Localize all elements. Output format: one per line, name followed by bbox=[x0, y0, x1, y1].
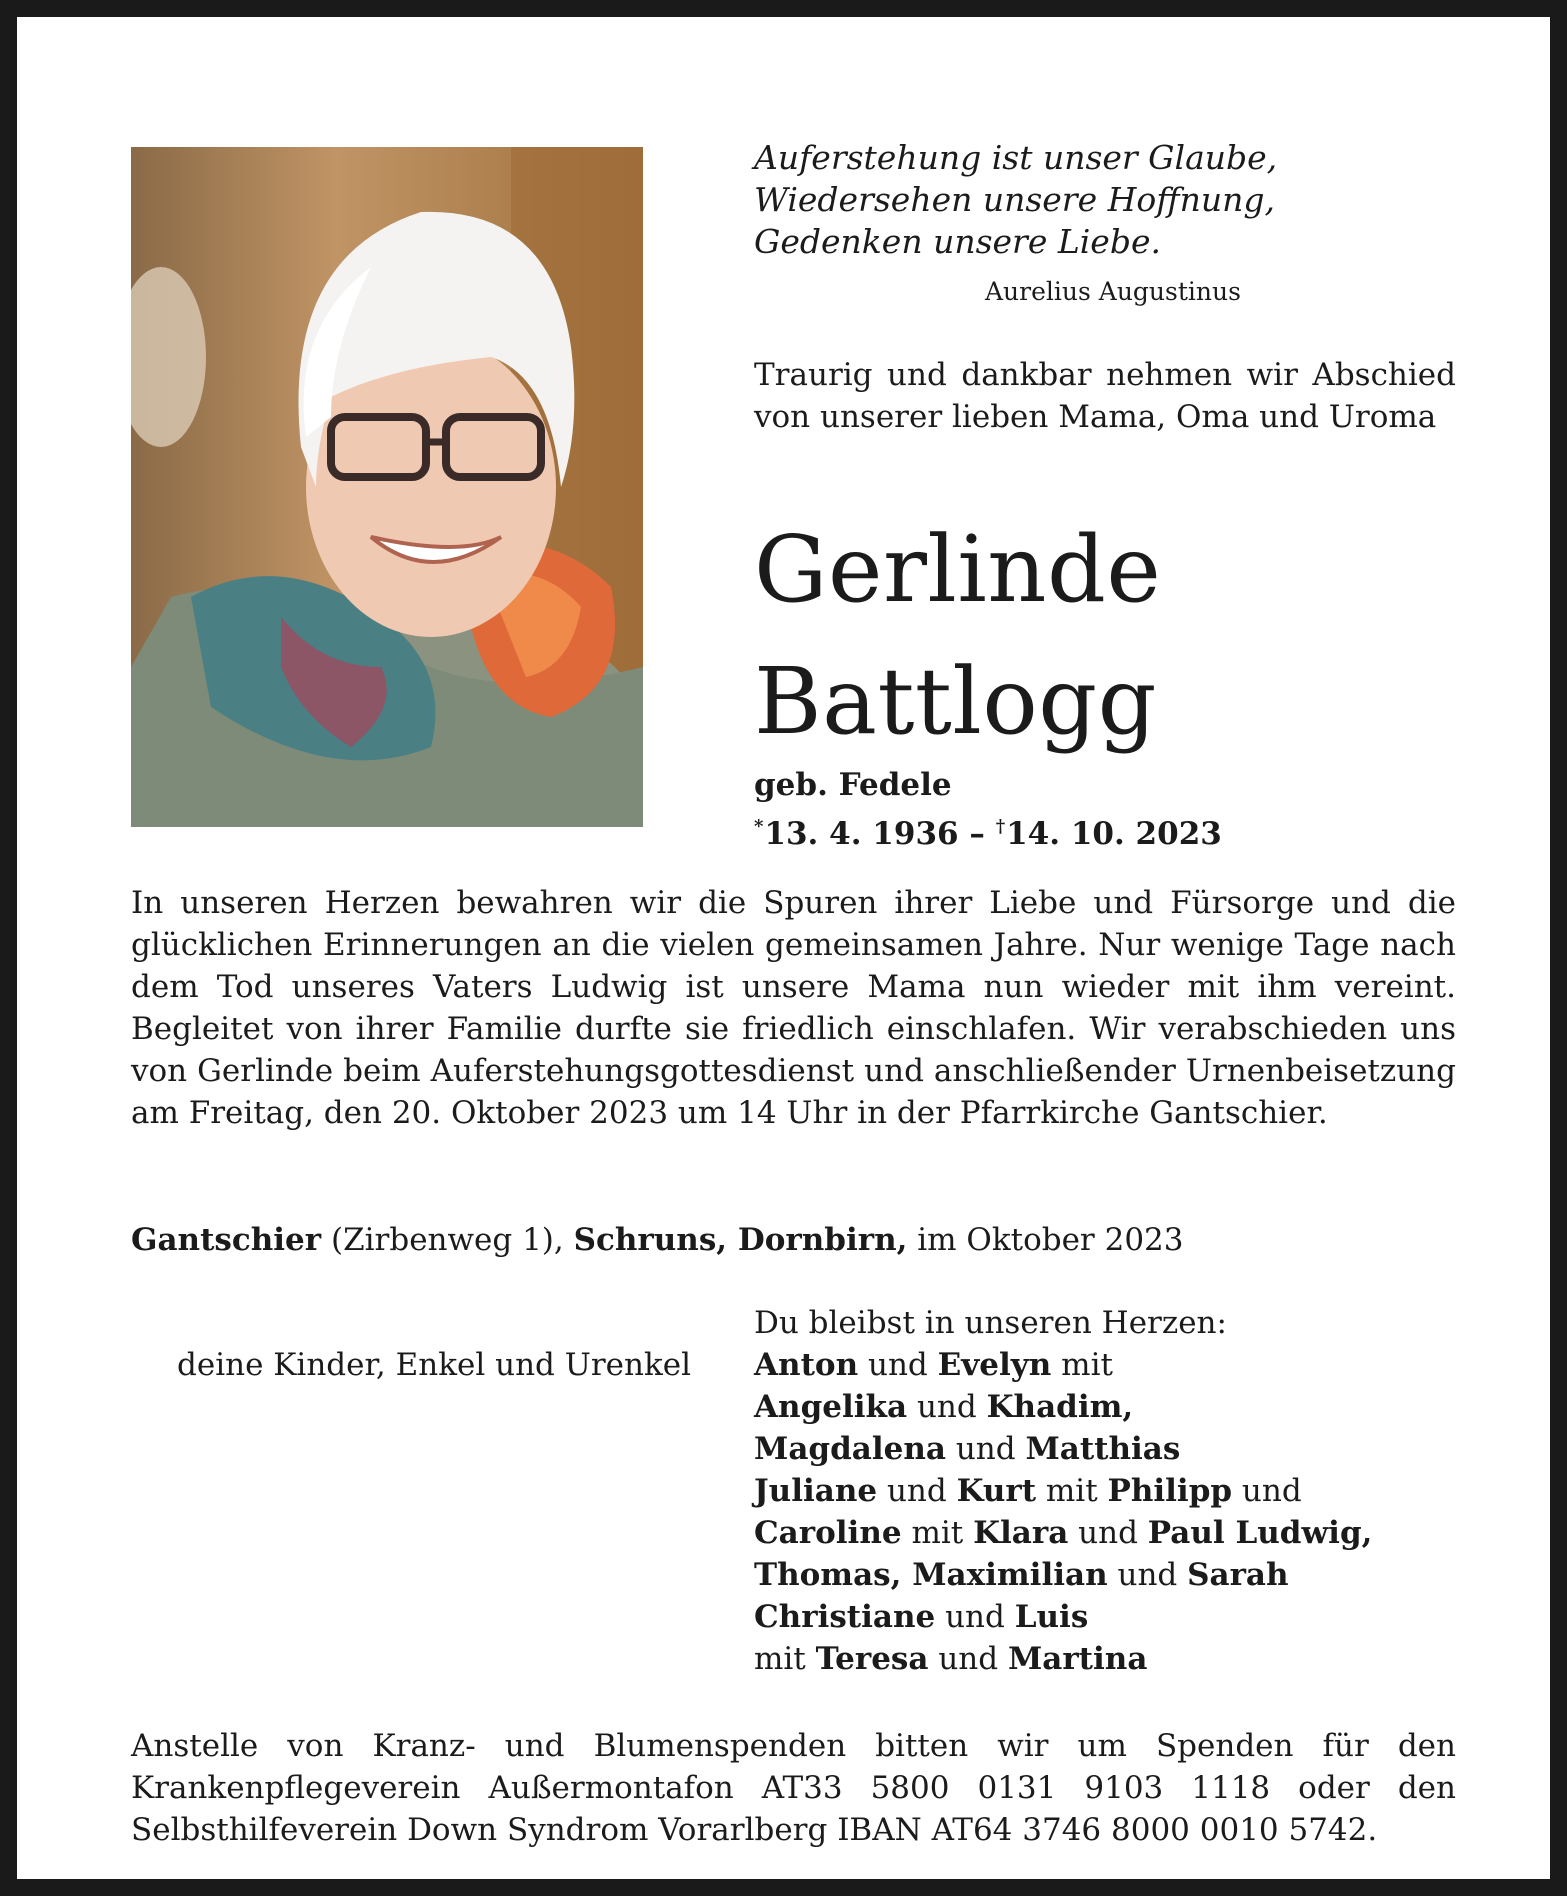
quote-author: Aurelius Augustinus bbox=[985, 277, 1241, 306]
quote-line: Wiedersehen unsere Hoffnung, bbox=[754, 180, 1276, 219]
mourner-connector: mit bbox=[901, 1515, 974, 1551]
place-address: (Zirbenweg 1), bbox=[321, 1222, 574, 1258]
mourner-name: Caroline bbox=[754, 1515, 902, 1551]
mourners-list bbox=[754, 1344, 1474, 1680]
mourner-name: Anton bbox=[754, 1347, 859, 1383]
last-name: Battlogg bbox=[754, 648, 1157, 755]
mourner-line bbox=[754, 1344, 1474, 1386]
mourner-line bbox=[754, 1554, 1474, 1596]
donation-text: Anstelle von Kranz- und Blumenspenden bitten wir um Spenden für den Krankenpflegeverein Außermontafon AT33 5800 0131 9103 1118 oder den Selbsthilfeverein Down Syndrom Vorarlberg IBAN AT64 3746 8000 0010 5742. bbox=[131, 1728, 1456, 1848]
mourner-connector: und bbox=[858, 1347, 938, 1383]
intro-text: Traurig und dankbar nehmen wir Abschied von unserer lieben Mama, Oma und Uroma bbox=[754, 357, 1456, 435]
death-symbol: † bbox=[995, 816, 1006, 837]
body-text: In unseren Herzen bewahren wir die Spuren ihrer Liebe und Fürsorge und die glücklichen Erinnerungen an die vielen gemeinsamen Jahre. Nur wenige Tage nach dem Tod unseres Vaters Ludwig ist unsere Mama nun wieder mit ihm vereint. Begleitet von ihrer Familie durfte sie friedlich einschlafen. Wir verabschieden uns von Gerlinde beim Auferstehungsgottesdienst und anschließender Urnenbeisetzung am Freitag, den 20. Oktober 2023 um 14 Uhr in der Pfarrkirche Gantschier. bbox=[131, 885, 1456, 1131]
mourner-line bbox=[754, 1386, 1474, 1428]
mourner-line bbox=[754, 1428, 1474, 1470]
mourner-name: Christiane bbox=[754, 1599, 936, 1635]
mourner-name: Angelika bbox=[754, 1389, 908, 1425]
obituary-page bbox=[17, 17, 1550, 1879]
mourner-line bbox=[754, 1512, 1474, 1554]
mourner-name: Klara bbox=[973, 1515, 1069, 1551]
portrait-photo bbox=[131, 147, 643, 827]
mourner-name: Kurt bbox=[956, 1473, 1037, 1509]
mourner-connector: und bbox=[1107, 1557, 1188, 1593]
mourners-heading: Du bleibst in unseren Herzen: bbox=[754, 1305, 1227, 1341]
mourner-name: Magdalena bbox=[754, 1431, 946, 1467]
quote bbox=[754, 137, 1277, 263]
mourner-name: Khadim, bbox=[986, 1389, 1134, 1425]
mourner-name: Juliane bbox=[754, 1473, 878, 1509]
birth-symbol: * bbox=[754, 816, 764, 837]
mourner-line bbox=[754, 1470, 1474, 1512]
place-date: im Oktober 2023 bbox=[907, 1222, 1184, 1258]
mourner-line bbox=[754, 1596, 1474, 1638]
mourner-connector: und bbox=[1068, 1515, 1148, 1551]
mourner-connector: und bbox=[1232, 1473, 1302, 1509]
mourner-connector: mit bbox=[1036, 1473, 1108, 1509]
place-line bbox=[131, 1219, 1184, 1261]
mourner-name: Evelyn bbox=[937, 1347, 1052, 1383]
mourner-connector: mit bbox=[1051, 1347, 1113, 1383]
mourner-connector: und bbox=[935, 1599, 1015, 1635]
mourner-connector: und bbox=[928, 1641, 1008, 1677]
mourner-connector: und bbox=[907, 1389, 987, 1425]
place-town: Gantschier bbox=[131, 1222, 322, 1258]
quote-line: Gedenken unsere Liebe. bbox=[754, 222, 1161, 261]
mourner-name: Thomas, Maximilian bbox=[754, 1557, 1108, 1593]
maiden-name: geb. Fedele bbox=[754, 767, 952, 803]
mourner-name: Teresa bbox=[815, 1641, 929, 1677]
mourners-group: deine Kinder, Enkel und Urenkel bbox=[177, 1347, 692, 1383]
first-name: Gerlinde bbox=[754, 516, 1162, 623]
place-towns: Schruns, Dornbirn, bbox=[573, 1222, 908, 1258]
quote-line: Auferstehung ist unser Glaube, bbox=[754, 138, 1278, 177]
mourner-name: Matthias bbox=[1025, 1431, 1181, 1467]
portrait-illustration bbox=[131, 147, 643, 827]
mourner-name: Martina bbox=[1007, 1641, 1148, 1677]
date-separator: – bbox=[958, 816, 996, 852]
mourner-name: Paul Ludwig, bbox=[1147, 1515, 1373, 1551]
death-date: 14. 10. 2023 bbox=[1006, 816, 1222, 852]
mourner-name: Luis bbox=[1014, 1599, 1089, 1635]
birth-date: 13. 4. 1936 bbox=[764, 816, 959, 852]
mourner-line bbox=[754, 1638, 1474, 1680]
life-dates bbox=[754, 807, 1222, 854]
mourner-connector: und bbox=[877, 1473, 957, 1509]
mourner-connector: und bbox=[945, 1431, 1026, 1467]
mourner-name: Philipp bbox=[1107, 1473, 1233, 1509]
mourner-connector: mit bbox=[754, 1641, 816, 1677]
mourner-name: Sarah bbox=[1187, 1557, 1289, 1593]
